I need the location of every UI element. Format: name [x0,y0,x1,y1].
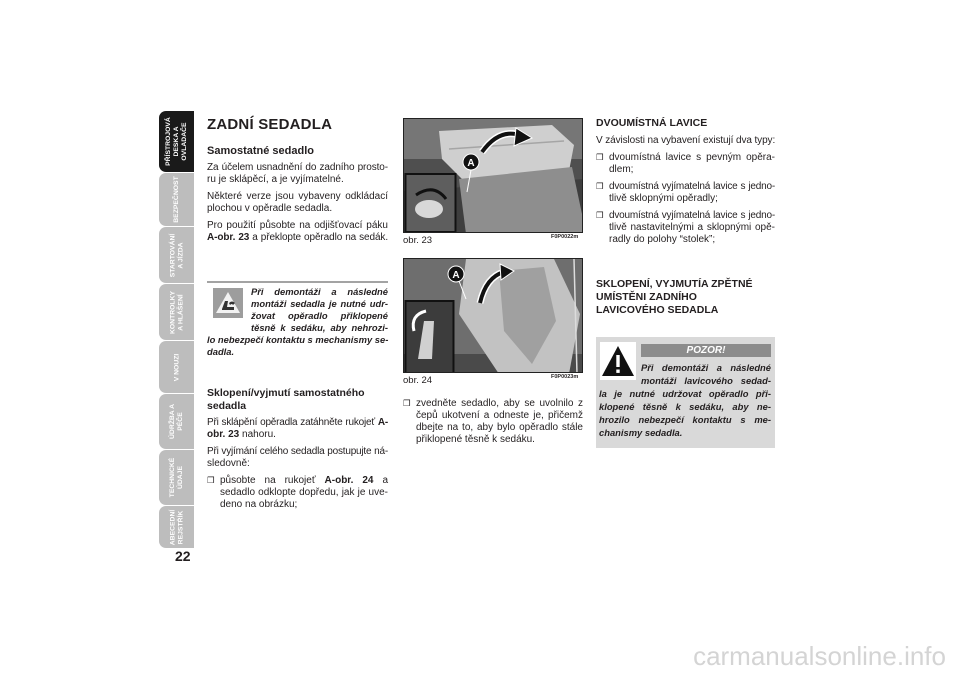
bullet-text: dvoumístná vyjímatelná lavice s jedno- [609,210,775,221]
paragraph-line [207,429,388,441]
tab-label-line: PŘÍSTROJOVÁ [164,117,172,166]
bullet-line: tlivě nastavitelnými a sklopnými opě- [609,222,775,233]
tab-label-line: PÉČE [176,412,184,431]
paragraph [207,417,388,441]
bullet-line: tlivě sklopnými opěradly; [609,193,718,204]
heading-line: sedadla [207,400,247,412]
side-tab-label [159,111,194,172]
marker-a-label: A [467,158,475,169]
figure-reference: A- [377,417,388,428]
bullet-item [596,152,775,176]
text-segment: a překlopte opěradlo na sedák. [249,232,389,243]
bullet-first-line [596,152,775,164]
warning-line: la je nutné udržovat opěradlo při- [599,388,771,399]
side-tab-label [159,394,194,449]
bullet-marker: ❒ [596,211,604,221]
tab-label-line: TECHNICKÉ [168,457,176,498]
heading-line: Sklopení/vyjmutí samostatného [207,387,365,399]
side-tab-label [159,173,194,226]
side-tab-starting-driving[interactable] [159,227,194,283]
side-tab-label [159,227,194,283]
warning-line: chanismy sedadla. [599,427,683,438]
paragraph-line: Za účelem usnadnění do zadního prosto- [207,162,388,173]
seat-removal-figure [403,258,583,373]
bullet-marker: ❒ [596,182,604,192]
paragraph-line: sledovně: [207,458,250,469]
bullet-marker: ❒ [207,476,215,486]
page-number: 22 [175,548,191,564]
bullet-line: přiklopené těsně k sedáku. [416,434,535,445]
paragraph-line: V závislosti na vybavení existují dva typy: [596,135,776,146]
text-segment: a [373,475,389,486]
bullet-line: dbejte na to, aby bylo opěradlo stále [416,422,583,433]
paragraph [596,135,775,147]
side-tab-emergency[interactable] [159,341,194,393]
heading-line: DVOUMÍSTNÁ LAVICE [596,117,708,129]
bullet-text: zvedněte sedadlo, aby se uvolnilo z [416,398,583,409]
site-watermark: carmanualsonline.info [693,641,946,671]
warning-line: dadla. [207,346,235,357]
warning-text [207,286,388,358]
warning-line: Při demontáži a následné [641,362,771,373]
bullet-line: deno na obrázku; [220,499,298,510]
bullet-first-line [596,181,775,193]
bullet-text: dvoumístná vyjímatelná lavice s jedno- [609,181,775,192]
tab-label-line: ÚDRŽBA A [168,404,176,439]
warning-text [596,361,771,439]
warning-divider [207,281,388,283]
bullet-first-line [207,475,388,487]
side-tab-technical-data[interactable] [159,450,194,505]
paragraph-line: ru je sklápěcí, a je vyjímatelné. [207,174,344,185]
paragraph-line: Při vyjímání celého sedadla postupujte ná- [207,446,388,457]
tab-label-line: ÚDAJE [176,465,184,490]
figure-reference: obr. 23 [207,429,240,440]
paragraph-line: Některé verze jsou vybaveny odkládací [207,191,388,202]
bullet-marker: ❒ [596,153,604,163]
marker-a-label: A [452,270,460,281]
tab-label-line: REJSTŘÍK [176,510,184,544]
bullet-item [596,210,775,246]
section-subtitle: Samostatné sedadlo [207,145,314,157]
bullet-marker: ❒ [403,399,411,409]
figure-code: F0P0022m [551,234,579,240]
tab-label-line: BEZPEČNOST [172,176,180,223]
paragraph [207,446,388,470]
tab-label-line: A JÍZDA [176,241,184,269]
page-title: ZADNÍ SEDADLA [207,116,333,133]
bullet-item [403,398,583,446]
bullet-text: dvoumístná lavice s pevným opěra- [609,152,775,163]
bullet-item [207,475,388,511]
heading-line: UMÍSTĚNI ZADNÍHO [596,291,697,303]
bullet-line: dlem; [609,164,634,175]
section-heading [596,278,775,317]
side-tab-maintenance[interactable] [159,394,194,449]
text-segment: Při sklápění opěradla zatáhněte rukojeť [207,417,378,428]
bullet-line: radly do polohy “stolek”; [609,234,716,245]
warning-line: žovat opěradlo přiklopené [251,310,388,321]
bullet-line: sedadlo odklopte dopředu, jak je uve- [220,487,388,498]
warning-line: montáži sedadla je nutné udr- [251,298,388,309]
side-tab-label [159,341,194,393]
text-segment: působte na rukojeť [220,475,325,486]
figure-code: F0P0023m [551,374,579,380]
warning-line: lo nebezpečí kontaktu s mechanismy se- [207,334,389,345]
paragraph [207,220,388,244]
seat-backrest-release-figure [403,118,583,233]
inset-handle [415,200,443,218]
warning-line: těsně k sedáku, aby nehrozi- [251,322,388,333]
tab-label-line: ABECEDNÍ [168,509,176,545]
bullet-line: čepů ukotvení a odneste je, přičemž [416,410,583,421]
warning-label: POZOR! [641,344,771,357]
figure-reference: A-obr. 24 [324,475,374,486]
warning-line: Při demontáži a následné [251,286,388,297]
tab-label-line: V NOUZI [172,353,180,381]
paragraph-line: plochou v opěradle sedadla. [207,203,333,214]
side-tab-label [159,506,194,548]
paragraph-line [207,232,388,244]
section-heading [207,387,388,413]
tab-label-line: DESKA A [172,126,180,157]
side-tab-index[interactable] [159,506,194,548]
paragraph [207,191,388,215]
side-tab-safety[interactable] [159,173,194,226]
figure-reference: A-obr. 23 [207,232,250,243]
tab-label-line: OVLADAČE [180,122,188,161]
bullet-text [220,475,388,487]
bullet-item [596,181,775,205]
bullet-first-line [596,210,775,222]
side-tab-instruments-controls[interactable] [159,111,194,172]
tab-label-line: STARTOVÁNÍ [168,233,176,277]
section-heading [596,117,775,130]
heading-line: SKLOPENÍ, VYJMUTÍA ZPĚTNÉ [596,278,753,290]
side-tab-warning-lights[interactable] [159,284,194,340]
side-tab-label [159,284,194,340]
paragraph-line: Pro použití působte na odjišťovací páku [207,220,388,231]
figure-caption: obr. 23 [403,235,433,246]
figure-caption: obr. 24 [403,375,433,386]
heading-line: LAVICOVÉHO SEDADLA [596,304,719,316]
paragraph-line [207,417,388,429]
side-tab-label [159,450,194,505]
tab-label-line: A HLÁŠENÍ [176,293,184,331]
tab-label-line: KONTROLKY [168,290,176,334]
warning-line: montáži lavicového sedad- [641,375,771,386]
warning-line: klopené těsně k sedáku, aby ne- [599,401,771,412]
text-segment: nahoru. [239,429,276,440]
warning-line: hrozilo nebezpečí kontaktu s me- [599,414,771,425]
paragraph [207,162,388,186]
bullet-first-line [403,398,583,410]
